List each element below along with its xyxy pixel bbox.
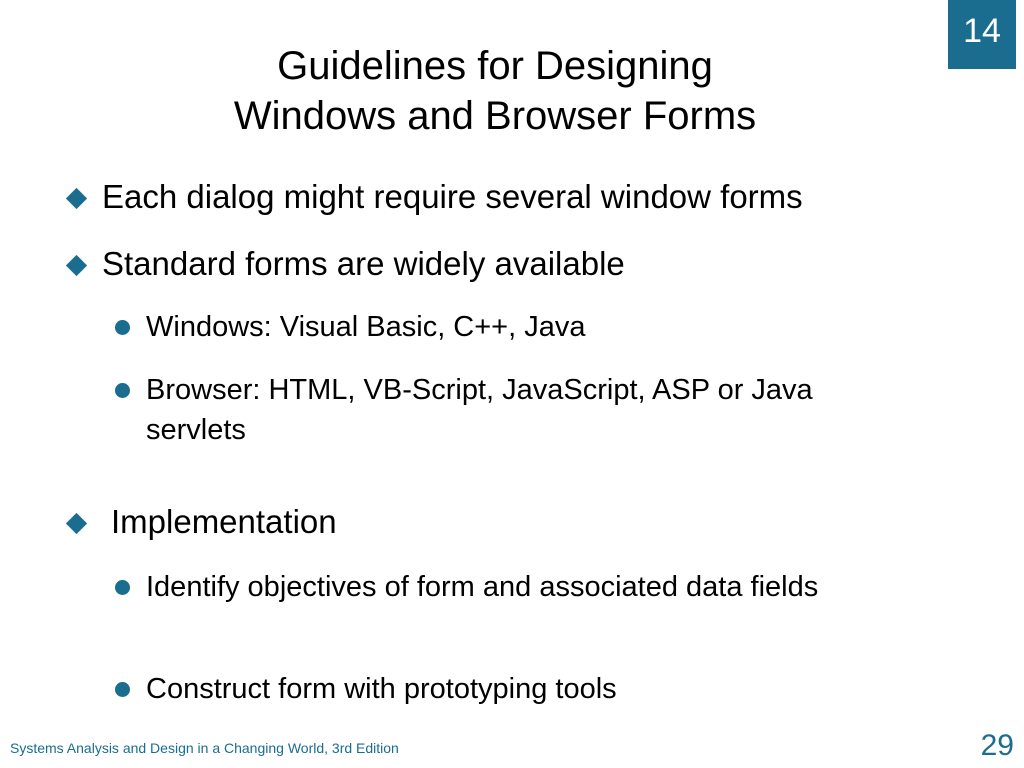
bullet-text: Standard forms are widely available (102, 245, 625, 282)
slide-title-line-1: Guidelines for Designing (277, 44, 713, 88)
sub-bullet-text: Construct form with prototyping tools (146, 673, 617, 705)
footer-book-title: Systems Analysis and Design in a Changing World, 3rd Edition (10, 740, 399, 756)
round-bullet-icon (115, 320, 130, 335)
bullet-text: Each dialog might require several window forms (102, 178, 803, 215)
chapter-number-badge: 14 (948, 0, 1016, 69)
round-bullet-icon (115, 580, 130, 595)
diamond-bullet-icon (66, 513, 87, 534)
sub-bullet-text: Windows: Visual Basic, C++, Java (146, 311, 586, 343)
slide-title-line-2: Windows and Browser Forms (233, 94, 757, 138)
bullet-text: Implementation (111, 503, 337, 540)
diamond-bullet-icon (66, 255, 87, 276)
diamond-bullet-icon (66, 188, 87, 209)
sub-bullet-text: Identify objectives of form and associated data fields (146, 571, 819, 603)
slide-title (0, 41, 990, 141)
round-bullet-icon (115, 383, 130, 398)
page-number: 29 (980, 729, 1014, 762)
sub-bullet-text: Browser: HTML, VB-Script, JavaScript, ASP or Java servlets (146, 374, 813, 446)
round-bullet-icon (115, 682, 130, 697)
